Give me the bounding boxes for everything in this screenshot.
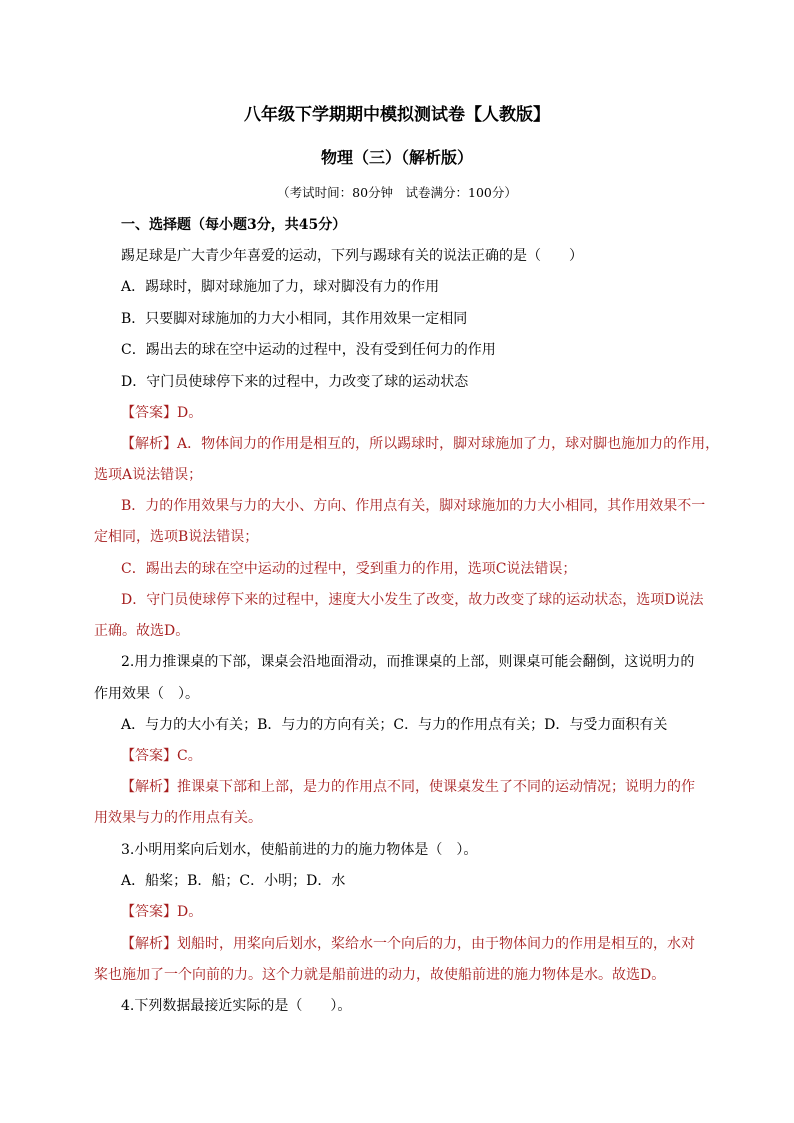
q3-options: A．船桨；B．船；C．小明；D．水 bbox=[121, 873, 346, 889]
q3-analysis-line: 桨也施加了一个向前的力。这个力就是船前进的动力，故使船前进的施力物体是水。故选D。 bbox=[94, 967, 666, 983]
q1-analysis-line: 选项A说法错误； bbox=[94, 467, 203, 483]
section-heading: 一、选择题（每小题3分，共45分） bbox=[121, 217, 347, 233]
q4-stem: 4.下列数据最接近实际的是（ ）。 bbox=[121, 998, 352, 1014]
q2-analysis-line: 用效果与力的作用点有关。 bbox=[94, 810, 262, 826]
q1-analysis-line: D．守门员使球停下来的过程中，速度大小发生了改变，故力改变了球的运动状态，选项D说法 bbox=[121, 592, 704, 608]
q1-answer: 【答案】D。 bbox=[121, 405, 203, 421]
q1-option-b: B．只要脚对球施加的力大小相同，其作用效果一定相同 bbox=[121, 311, 468, 327]
document-subtitle: 物理（三）（解析版） bbox=[320, 148, 473, 167]
q1-option-d: D．守门员使球停下来的过程中，力改变了球的运动状态 bbox=[121, 374, 469, 390]
q1-stem: 踢足球是广大青少年喜爱的运动，下列与踢球有关的说法正确的是（ ） bbox=[121, 248, 583, 264]
q2-answer: 【答案】C。 bbox=[121, 748, 202, 764]
q2-analysis-line: 【解析】推课桌下部和上部，是力的作用点不同，使课桌发生了不同的运动情况；说明力的作 bbox=[121, 779, 695, 795]
document-title: 八年级下学期期中模拟测试卷【人教版】 bbox=[244, 105, 550, 125]
q1-analysis-line: 【解析】A．物体间力的作用是相互的，所以踢球时，脚对球施加了力，球对脚也施加力的作用， bbox=[121, 436, 720, 452]
q2-options: A．与力的大小有关；B．与力的方向有关；C．与力的作用点有关；D．与受力面积有关 bbox=[121, 717, 668, 733]
q2-stem-line: 作用效果（ ）。 bbox=[94, 686, 199, 702]
q1-option-c: C．踢出去的球在空中运动的过程中，没有受到任何力的作用 bbox=[121, 342, 496, 358]
q2-stem-line: 2.用力推课桌的下部，课桌会沿地面滑动，而推课桌的上部，则课桌可能会翻倒，这说明力的 bbox=[121, 654, 695, 670]
exam-info: （考试时间：80分钟 试卷满分：100分） bbox=[277, 185, 517, 200]
q3-analysis-line: 【解析】划船时，用桨向后划水，桨给水一个向后的力，由于物体间力的作用是相互的，水对 bbox=[121, 936, 695, 952]
q1-analysis-line: C．踢出去的球在空中运动的过程中，受到重力的作用，选项C说法错误； bbox=[121, 561, 577, 577]
q1-option-a: A．踢球时，脚对球施加了力，球对脚没有力的作用 bbox=[121, 279, 440, 295]
q3-stem: 3.小明用桨向后划水，使船前进的力的施力物体是（ ）。 bbox=[121, 842, 478, 858]
q3-answer: 【答案】D。 bbox=[121, 904, 203, 920]
q1-analysis-line: B．力的作用效果与力的大小、方向、作用点有关，脚对球施加的力大小相同，其作用效果不一 bbox=[121, 498, 706, 514]
q1-analysis-line: 正确。故选D。 bbox=[94, 623, 190, 639]
q1-analysis-line: 定相同，选项B说法错误； bbox=[94, 529, 259, 545]
